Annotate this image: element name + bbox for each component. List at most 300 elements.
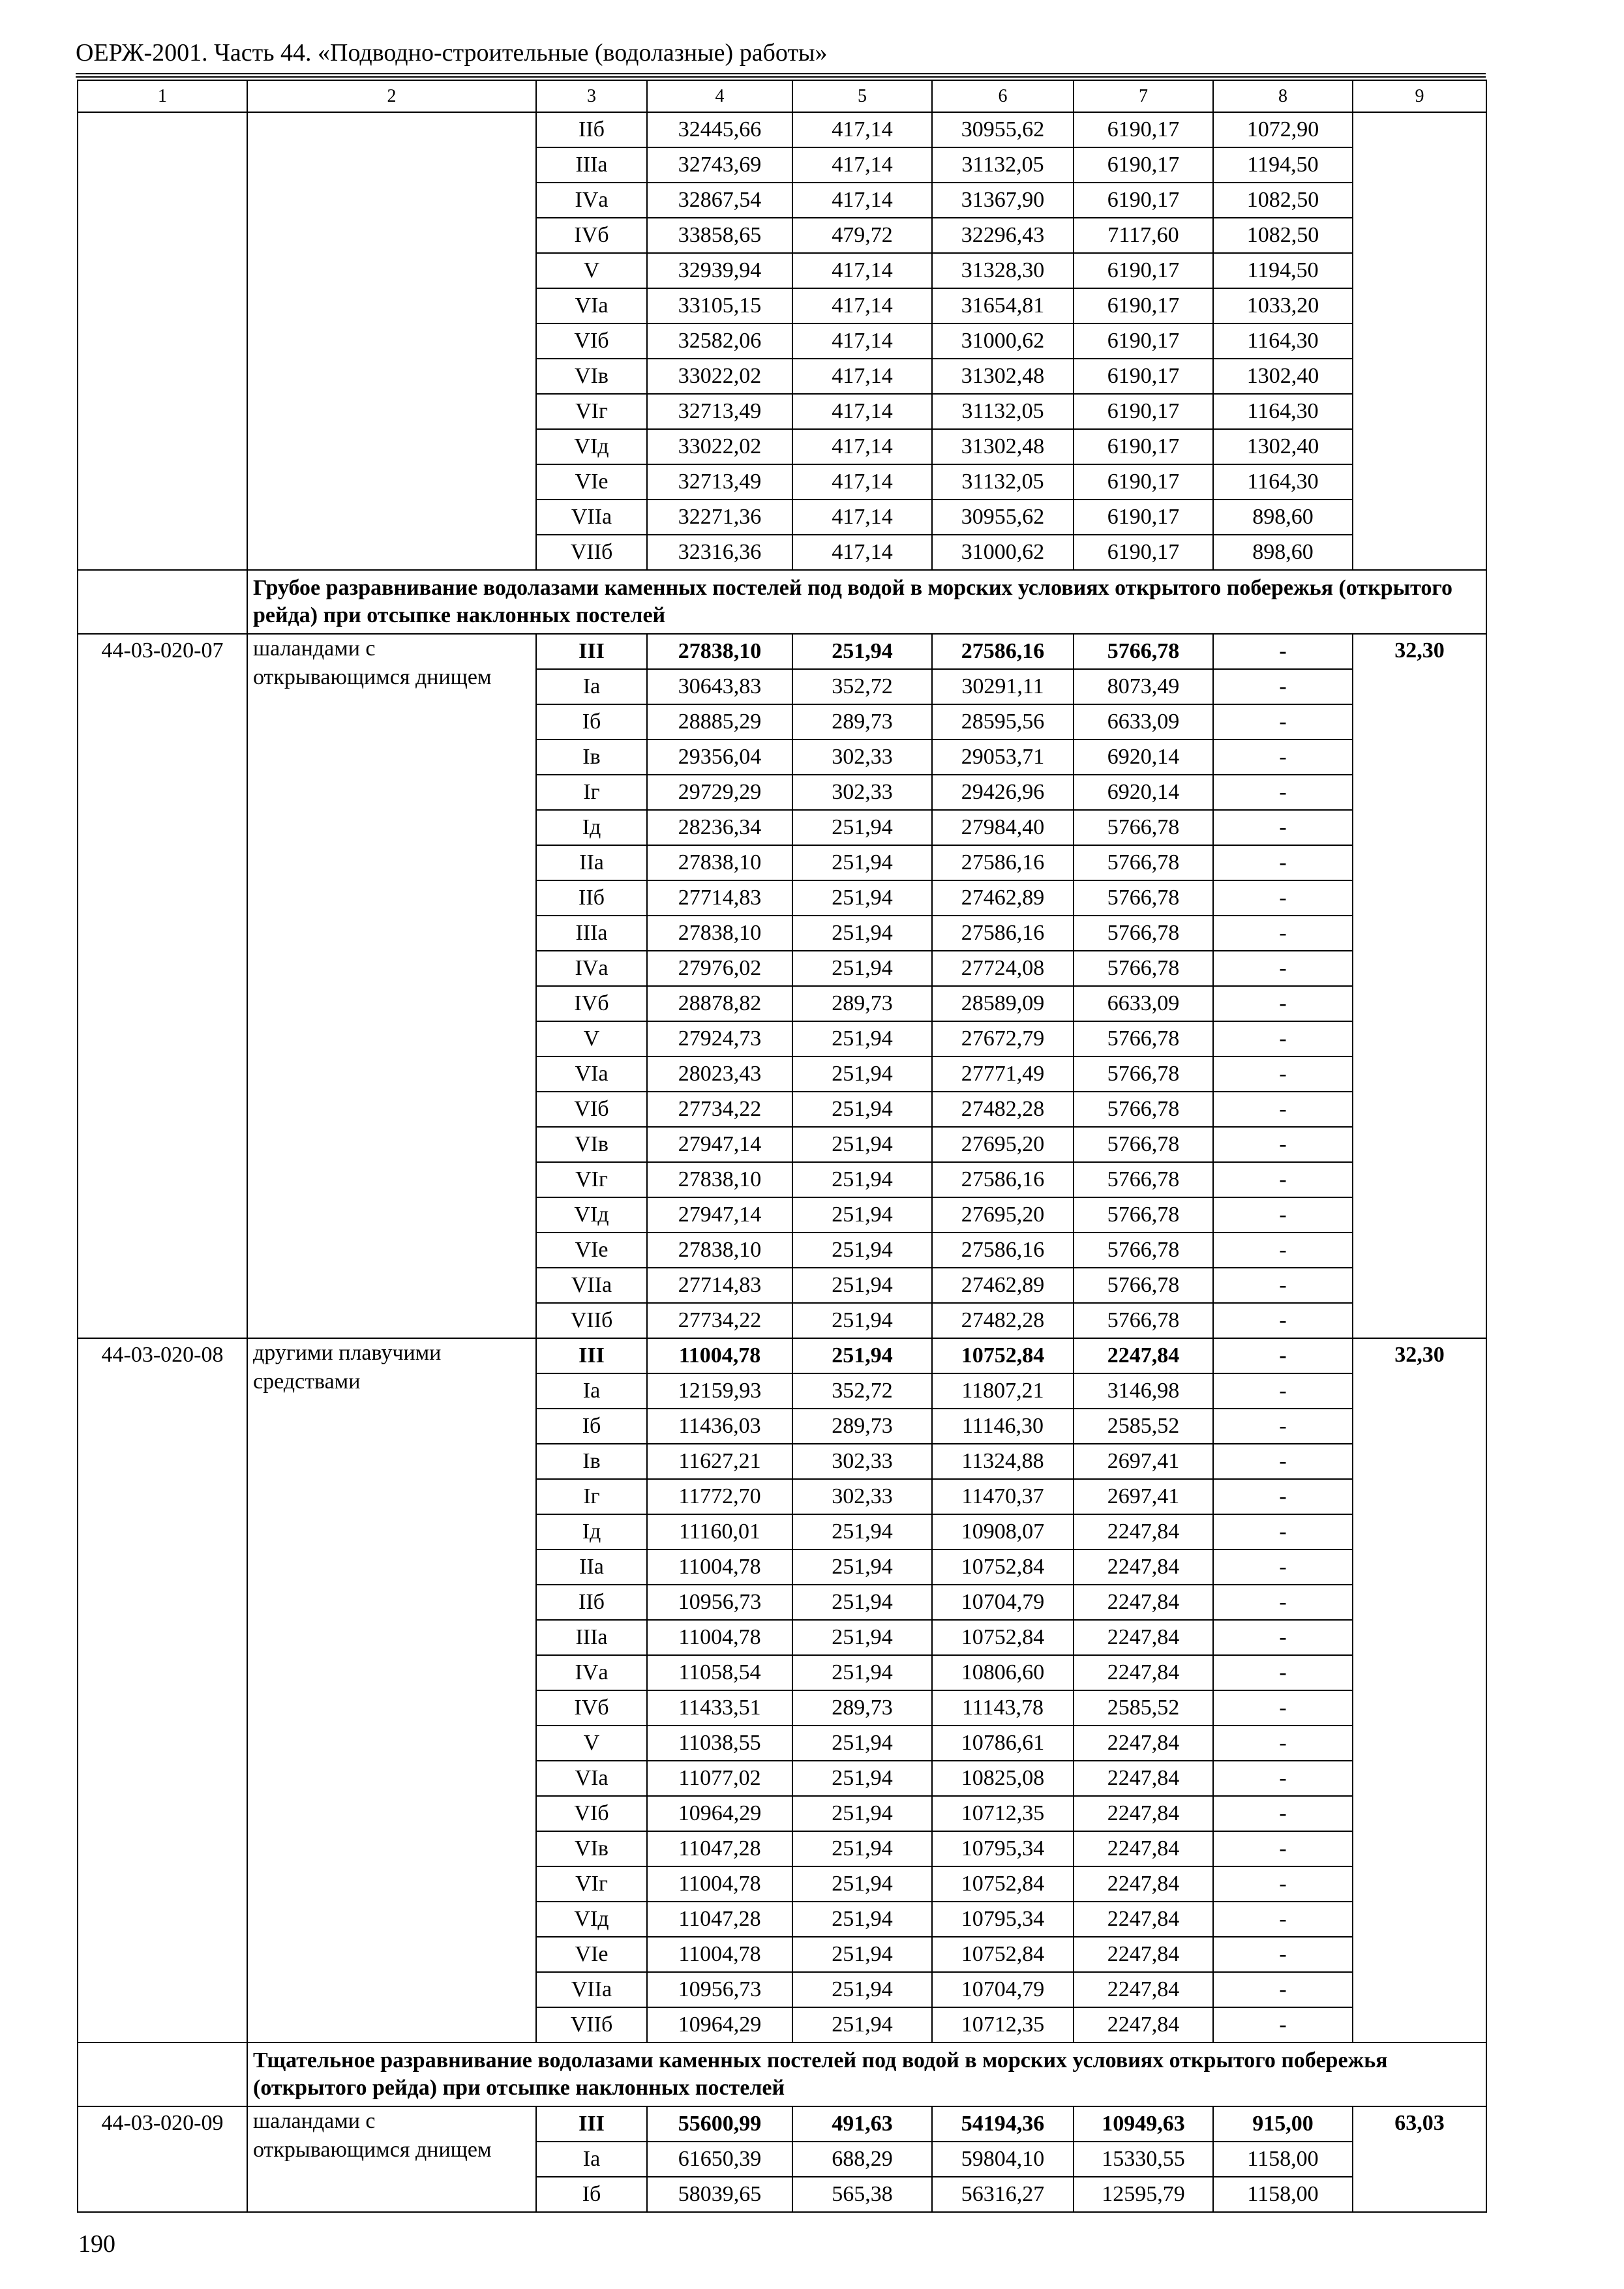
machines-cost-cell: 31000,62 [932,323,1074,359]
wages-cell: 289,73 [792,704,932,740]
materials-cost-cell: - [1213,775,1353,810]
materials-cost-cell: - [1213,1338,1353,1373]
condition-cell: VIе [536,1937,647,1972]
total-cost-cell: 11160,01 [647,1514,792,1549]
materials-cost-cell: - [1213,1761,1353,1796]
machines-cost-cell: 10712,35 [932,1796,1074,1831]
wages-cell: 251,94 [792,634,932,669]
operators-wages-cell: 5766,78 [1074,845,1213,880]
wages-cell: 251,94 [792,1514,932,1549]
wages-cell: 251,94 [792,1796,932,1831]
condition-cell: Iд [536,1514,647,1549]
condition-cell: IVб [536,1690,647,1726]
operators-wages-cell: 5766,78 [1074,1021,1213,1056]
materials-cost-cell: - [1213,1866,1353,1902]
materials-cost-cell: - [1213,1831,1353,1866]
materials-cost-cell: - [1213,1796,1353,1831]
total-cost-cell: 11004,78 [647,1866,792,1902]
condition-cell: Iг [536,775,647,810]
materials-cost-cell: - [1213,1479,1353,1514]
wages-cell: 251,94 [792,1021,932,1056]
materials-cost-cell: - [1213,1127,1353,1162]
operators-wages-cell: 6190,17 [1074,112,1213,147]
operators-wages-cell: 2247,84 [1074,1761,1213,1796]
column-number-2: 2 [247,80,536,112]
machines-cost-cell: 30955,62 [932,112,1074,147]
operators-wages-cell: 2247,84 [1074,1549,1213,1585]
materials-cost-cell: - [1213,1021,1353,1056]
operators-wages-cell: 6190,17 [1074,183,1213,218]
total-cost-cell: 27714,83 [647,1268,792,1303]
materials-cost-cell: - [1213,1197,1353,1233]
total-cost-cell: 11627,21 [647,1444,792,1479]
condition-cell: IVб [536,218,647,253]
materials-cost-cell: 1164,30 [1213,394,1353,429]
machines-cost-cell: 28589,09 [932,986,1074,1021]
condition-cell: VIб [536,323,647,359]
total-cost-cell: 29729,29 [647,775,792,810]
operators-wages-cell: 2585,52 [1074,1690,1213,1726]
operators-wages-cell: 5766,78 [1074,1233,1213,1268]
wages-cell: 479,72 [792,218,932,253]
operators-wages-cell: 2697,41 [1074,1479,1213,1514]
wages-cell: 289,73 [792,1409,932,1444]
condition-cell: IIа [536,1549,647,1585]
column-number-1: 1 [78,80,247,112]
total-cost-cell: 27947,14 [647,1197,792,1233]
machines-cost-cell: 56316,27 [932,2177,1074,2212]
machines-cost-cell: 10786,61 [932,1726,1074,1761]
name-cell-empty [247,112,536,570]
operators-wages-cell: 2247,84 [1074,1796,1213,1831]
machines-cost-cell: 10908,07 [932,1514,1074,1549]
machines-cost-cell: 28595,56 [932,704,1074,740]
total-cost-cell: 11047,28 [647,1831,792,1866]
condition-cell: VIв [536,359,647,394]
materials-cost-cell: - [1213,1549,1353,1585]
total-cost-cell: 27947,14 [647,1127,792,1162]
materials-cost-cell: 1072,90 [1213,112,1353,147]
operators-wages-cell: 2247,84 [1074,1514,1213,1549]
operators-wages-cell: 5766,78 [1074,1197,1213,1233]
wages-cell: 251,94 [792,1726,932,1761]
wages-cell: 251,94 [792,1092,932,1127]
materials-cost-cell: 1302,40 [1213,429,1353,464]
wages-cell: 352,72 [792,1373,932,1409]
machines-cost-cell: 10825,08 [932,1761,1074,1796]
materials-cost-cell: - [1213,986,1353,1021]
machines-cost-cell: 54194,36 [932,2106,1074,2142]
condition-cell: VIа [536,1761,647,1796]
operators-wages-cell: 5766,78 [1074,1268,1213,1303]
machines-cost-cell: 10752,84 [932,1338,1074,1373]
wages-cell: 251,94 [792,1338,932,1373]
condition-cell: VIг [536,1162,647,1197]
machines-cost-cell: 10704,79 [932,1585,1074,1620]
operators-wages-cell: 2247,84 [1074,1866,1213,1902]
condition-cell: IIб [536,880,647,916]
wages-cell: 352,72 [792,669,932,704]
materials-cost-cell: - [1213,1514,1353,1549]
condition-cell: IVа [536,183,647,218]
operators-wages-cell: 2247,84 [1074,1655,1213,1690]
condition-cell: V [536,1726,647,1761]
materials-cost-cell: - [1213,1444,1353,1479]
operators-wages-cell: 6190,17 [1074,147,1213,183]
condition-cell: VIIб [536,2007,647,2042]
wages-cell: 688,29 [792,2142,932,2177]
wages-cell: 251,94 [792,1620,932,1655]
machines-cost-cell: 27586,16 [932,845,1074,880]
materials-cost-cell: - [1213,916,1353,951]
total-cost-cell: 12159,93 [647,1373,792,1409]
wages-cell: 251,94 [792,1233,932,1268]
total-cost-cell: 33858,65 [647,218,792,253]
wages-cell: 417,14 [792,464,932,500]
machines-cost-cell: 31132,05 [932,394,1074,429]
condition-cell: III [536,634,647,669]
operators-wages-cell: 5766,78 [1074,1127,1213,1162]
wages-cell: 417,14 [792,359,932,394]
table-row [78,2106,1486,2142]
condition-cell: IIIа [536,1620,647,1655]
total-cost-cell: 11077,02 [647,1761,792,1796]
total-cost-cell: 33105,15 [647,288,792,323]
machines-cost-cell: 10712,35 [932,2007,1074,2042]
machines-cost-cell: 11470,37 [932,1479,1074,1514]
operators-wages-cell: 10949,63 [1074,2106,1213,2142]
total-cost-cell: 55600,99 [647,2106,792,2142]
machines-cost-cell: 10806,60 [932,1655,1074,1690]
condition-cell: VIд [536,429,647,464]
operators-wages-cell: 6190,17 [1074,323,1213,359]
machines-cost-cell: 11146,30 [932,1409,1074,1444]
machines-cost-cell: 10752,84 [932,1937,1074,1972]
materials-cost-cell: - [1213,1162,1353,1197]
total-cost-cell: 27838,10 [647,1162,792,1197]
materials-cost-cell: 1158,00 [1213,2142,1353,2177]
condition-cell: VIг [536,394,647,429]
operators-wages-cell: 8073,49 [1074,669,1213,704]
total-cost-cell: 29356,04 [647,740,792,775]
total-cost-cell: 11004,78 [647,1937,792,1972]
wages-cell: 417,14 [792,429,932,464]
condition-cell: VIIа [536,1972,647,2007]
materials-cost-cell: 1082,50 [1213,218,1353,253]
machines-cost-cell: 11807,21 [932,1373,1074,1409]
operators-wages-cell: 6190,17 [1074,500,1213,535]
operators-wages-cell: 12595,79 [1074,2177,1213,2212]
operators-wages-cell: 6190,17 [1074,464,1213,500]
total-cost-cell: 28236,34 [647,810,792,845]
operators-wages-cell: 2247,84 [1074,1620,1213,1655]
total-cost-cell: 27838,10 [647,634,792,669]
condition-cell: IIб [536,1585,647,1620]
machines-cost-cell: 11324,88 [932,1444,1074,1479]
wages-cell: 417,14 [792,147,932,183]
page-number: 190 [78,2230,115,2258]
machines-cost-cell: 27482,28 [932,1092,1074,1127]
machines-cost-cell: 31302,48 [932,429,1074,464]
operators-wages-cell: 2247,84 [1074,1831,1213,1866]
total-cost-cell: 32713,49 [647,464,792,500]
wages-cell: 302,33 [792,775,932,810]
total-cost-cell: 11436,03 [647,1409,792,1444]
wages-cell: 491,63 [792,2106,932,2142]
operators-wages-cell: 6190,17 [1074,429,1213,464]
wages-cell: 251,94 [792,1162,932,1197]
machines-cost-cell: 10752,84 [932,1866,1074,1902]
machines-cost-cell: 27586,16 [932,1233,1074,1268]
condition-cell: Iв [536,1444,647,1479]
total-cost-cell: 11047,28 [647,1902,792,1937]
machines-cost-cell: 27771,49 [932,1056,1074,1092]
machines-cost-cell: 10795,34 [932,1831,1074,1866]
materials-cost-cell: - [1213,1092,1353,1127]
wages-cell: 251,94 [792,1655,932,1690]
section-title: Грубое разравнивание водолазами каменных постелей под водой в морских условиях открытого побережья (открытого рейда) при отсыпке наклонных постелей [247,570,1486,634]
materials-cost-cell: 898,60 [1213,535,1353,570]
machines-cost-cell: 31328,30 [932,253,1074,288]
labor-cost-cell: 32,30 [1353,634,1486,1338]
wages-cell: 251,94 [792,1866,932,1902]
materials-cost-cell: - [1213,951,1353,986]
machines-cost-cell: 27586,16 [932,1162,1074,1197]
materials-cost-cell: - [1213,1409,1353,1444]
machines-cost-cell: 10704,79 [932,1972,1074,2007]
materials-cost-cell: - [1213,880,1353,916]
wages-cell: 251,94 [792,1549,932,1585]
total-cost-cell: 27714,83 [647,880,792,916]
condition-cell: VIб [536,1092,647,1127]
operators-wages-cell: 5766,78 [1074,1092,1213,1127]
wages-cell: 251,94 [792,880,932,916]
condition-cell: VIг [536,1866,647,1902]
materials-cost-cell: - [1213,1373,1353,1409]
column-number-9: 9 [1353,80,1486,112]
machines-cost-cell: 27984,40 [932,810,1074,845]
condition-cell: Iа [536,669,647,704]
total-cost-cell: 10964,29 [647,2007,792,2042]
operators-wages-cell: 6190,17 [1074,288,1213,323]
table-row [78,634,1486,669]
operators-wages-cell: 5766,78 [1074,634,1213,669]
machines-cost-cell: 10752,84 [932,1549,1074,1585]
condition-cell: Iб [536,1409,647,1444]
materials-cost-cell: 1194,50 [1213,253,1353,288]
condition-cell: VIе [536,464,647,500]
machines-cost-cell: 27695,20 [932,1127,1074,1162]
operators-wages-cell: 2247,84 [1074,1902,1213,1937]
column-number-4: 4 [647,80,792,112]
operators-wages-cell: 5766,78 [1074,1162,1213,1197]
machines-cost-cell: 30955,62 [932,500,1074,535]
wages-cell: 251,94 [792,810,932,845]
condition-cell: III [536,1338,647,1373]
condition-cell: Iв [536,740,647,775]
item-code: 44-03-020-09 [78,2106,247,2212]
column-number-5: 5 [792,80,932,112]
operators-wages-cell: 2247,84 [1074,1937,1213,1972]
machines-cost-cell: 27724,08 [932,951,1074,986]
table-row [78,112,1486,147]
machines-cost-cell: 27482,28 [932,1303,1074,1338]
materials-cost-cell: - [1213,1726,1353,1761]
condition-cell: VIIб [536,535,647,570]
materials-cost-cell: - [1213,845,1353,880]
materials-cost-cell: - [1213,634,1353,669]
operators-wages-cell: 5766,78 [1074,1056,1213,1092]
total-cost-cell: 27924,73 [647,1021,792,1056]
price-table [77,80,1487,2213]
wages-cell: 251,94 [792,1268,932,1303]
materials-cost-cell: - [1213,1655,1353,1690]
operators-wages-cell: 7117,60 [1074,218,1213,253]
machines-cost-cell: 31132,05 [932,464,1074,500]
operators-wages-cell: 15330,55 [1074,2142,1213,2177]
wages-cell: 251,94 [792,1303,932,1338]
total-cost-cell: 11038,55 [647,1726,792,1761]
labor-cell-empty [1353,112,1486,570]
machines-cost-cell: 27586,16 [932,634,1074,669]
machines-cost-cell: 27672,79 [932,1021,1074,1056]
condition-cell: Iг [536,1479,647,1514]
operators-wages-cell: 2247,84 [1074,2007,1213,2042]
materials-cost-cell: - [1213,704,1353,740]
condition-cell: VIIб [536,1303,647,1338]
wages-cell: 251,94 [792,1127,932,1162]
total-cost-cell: 11058,54 [647,1655,792,1690]
total-cost-cell: 32867,54 [647,183,792,218]
wages-cell: 417,14 [792,535,932,570]
materials-cost-cell: - [1213,810,1353,845]
materials-cost-cell: - [1213,1303,1353,1338]
section-blank-cell [78,2042,247,2106]
total-cost-cell: 27734,22 [647,1303,792,1338]
wages-cell: 417,14 [792,253,932,288]
wages-cell: 302,33 [792,1444,932,1479]
total-cost-cell: 32271,36 [647,500,792,535]
operators-wages-cell: 2697,41 [1074,1444,1213,1479]
operators-wages-cell: 6190,17 [1074,359,1213,394]
total-cost-cell: 61650,39 [647,2142,792,2177]
section-blank-cell [78,570,247,634]
machines-cost-cell: 32296,43 [932,218,1074,253]
wages-cell: 251,94 [792,1902,932,1937]
materials-cost-cell: 1082,50 [1213,183,1353,218]
total-cost-cell: 27838,10 [647,916,792,951]
wages-cell: 251,94 [792,951,932,986]
condition-cell: VIд [536,1902,647,1937]
condition-cell: VIа [536,288,647,323]
column-number-row [78,80,1486,112]
column-number-3: 3 [536,80,647,112]
condition-cell: V [536,1021,647,1056]
materials-cost-cell: - [1213,2007,1353,2042]
materials-cost-cell: 1302,40 [1213,359,1353,394]
operators-wages-cell: 6920,14 [1074,775,1213,810]
total-cost-cell: 28023,43 [647,1056,792,1092]
total-cost-cell: 27976,02 [647,951,792,986]
materials-cost-cell: 1194,50 [1213,147,1353,183]
total-cost-cell: 11004,78 [647,1338,792,1373]
operators-wages-cell: 2585,52 [1074,1409,1213,1444]
materials-cost-cell: 1164,30 [1213,323,1353,359]
wages-cell: 565,38 [792,2177,932,2212]
operators-wages-cell: 2247,84 [1074,1585,1213,1620]
operators-wages-cell: 6633,09 [1074,704,1213,740]
materials-cost-cell: - [1213,1233,1353,1268]
wages-cell: 417,14 [792,183,932,218]
wages-cell: 417,14 [792,288,932,323]
total-cost-cell: 58039,65 [647,2177,792,2212]
condition-cell: Iд [536,810,647,845]
section-heading-row [78,2042,1486,2106]
operators-wages-cell: 6190,17 [1074,253,1213,288]
operators-wages-cell: 5766,78 [1074,880,1213,916]
condition-cell: IIIа [536,916,647,951]
materials-cost-cell: - [1213,1902,1353,1937]
condition-cell: VIв [536,1831,647,1866]
machines-cost-cell: 10795,34 [932,1902,1074,1937]
condition-cell: Iа [536,1373,647,1409]
wages-cell: 251,94 [792,916,932,951]
condition-cell: VIд [536,1197,647,1233]
materials-cost-cell: - [1213,1056,1353,1092]
machines-cost-cell: 29426,96 [932,775,1074,810]
operators-wages-cell: 6190,17 [1074,535,1213,570]
wages-cell: 302,33 [792,740,932,775]
condition-cell: Iб [536,2177,647,2212]
item-name: шаландами с открывающимся днищем [247,634,536,1338]
table-row [78,1338,1486,1373]
total-cost-cell: 28885,29 [647,704,792,740]
condition-cell: IVб [536,986,647,1021]
total-cost-cell: 32582,06 [647,323,792,359]
section-title: Тщательное разравнивание водолазами каменных постелей под водой в морских условиях открытого побережья (открытого рейда) при отсыпке наклонных постелей [247,2042,1486,2106]
materials-cost-cell: 898,60 [1213,500,1353,535]
machines-cost-cell: 27462,89 [932,880,1074,916]
condition-cell: III [536,2106,647,2142]
machines-cost-cell: 30291,11 [932,669,1074,704]
labor-cost-cell: 63,03 [1353,2106,1486,2212]
total-cost-cell: 32445,66 [647,112,792,147]
total-cost-cell: 11004,78 [647,1549,792,1585]
machines-cost-cell: 27462,89 [932,1268,1074,1303]
wages-cell: 417,14 [792,500,932,535]
wages-cell: 251,94 [792,2007,932,2042]
total-cost-cell: 11433,51 [647,1690,792,1726]
wages-cell: 417,14 [792,323,932,359]
operators-wages-cell: 6920,14 [1074,740,1213,775]
condition-cell: IVа [536,1655,647,1690]
machines-cost-cell: 31000,62 [932,535,1074,570]
materials-cost-cell: 1158,00 [1213,2177,1353,2212]
machines-cost-cell: 31367,90 [932,183,1074,218]
machines-cost-cell: 27695,20 [932,1197,1074,1233]
column-number-7: 7 [1074,80,1213,112]
materials-cost-cell: - [1213,1268,1353,1303]
condition-cell: VIIа [536,1268,647,1303]
machines-cost-cell: 31302,48 [932,359,1074,394]
item-name: шаландами с открывающимся днищем [247,2106,536,2212]
condition-cell: VIв [536,1127,647,1162]
code-cell-empty [78,112,247,570]
condition-cell: VIб [536,1796,647,1831]
header-double-rule [76,73,1486,78]
materials-cost-cell: - [1213,1972,1353,2007]
machines-cost-cell: 10752,84 [932,1620,1074,1655]
